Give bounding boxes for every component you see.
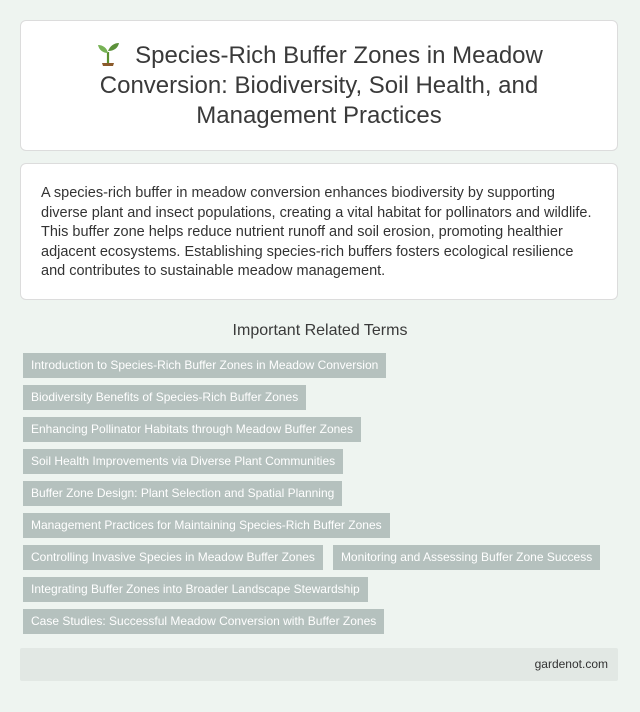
page-title: [61, 40, 577, 131]
footer: [20, 648, 618, 681]
tag-row: [23, 481, 623, 506]
related-terms-heading: Important Related Terms: [232, 322, 408, 339]
related-term-tag[interactable]: Buffer Zone Design: Plant Selection and Spatial Planning: [23, 481, 342, 506]
title-card: [20, 20, 618, 151]
tag-row: [23, 577, 623, 602]
footer-site-link[interactable]: gardenot.com: [534, 657, 608, 671]
intro-paragraph: A species-rich buffer in meadow conversion enhances biodiversity by supporting diverse plant and insect populations, creating a vital habitat for pollinators and wildlife. This buffer zone helps reduce nutrient runoff and soil erosion, promoting healthier adjacent ecosystems. Establishing species-rich buffers fosters ecological resilience and contributes to sustainable meadow management.: [41, 185, 592, 279]
related-term-tag[interactable]: Management Practices for Maintaining Species-Rich Buffer Zones: [23, 513, 390, 538]
tag-row: [23, 513, 623, 538]
related-term-tag[interactable]: Monitoring and Assessing Buffer Zone Success: [333, 545, 600, 570]
tag-row: [23, 385, 623, 410]
tag-row: [23, 353, 623, 378]
intro-card: [20, 163, 618, 300]
related-term-tag[interactable]: Integrating Buffer Zones into Broader Landscape Stewardship: [23, 577, 368, 602]
related-term-tag[interactable]: Soil Health Improvements via Diverse Plant Communities: [23, 449, 343, 474]
related-term-tag[interactable]: Case Studies: Successful Meadow Conversion with Buffer Zones: [23, 609, 384, 634]
related-term-tag[interactable]: Enhancing Pollinator Habitats through Meadow Buffer Zones: [23, 417, 361, 442]
tag-row: [23, 609, 623, 634]
related-terms-list: [23, 353, 623, 641]
tag-row: [23, 449, 623, 474]
tag-row: [23, 545, 623, 570]
page-title-text: Species-Rich Buffer Zones in Meadow Conversion: Biodiversity, Soil Health, and Management Practices: [99, 42, 543, 129]
sprout-icon: [95, 40, 121, 66]
related-term-tag[interactable]: Introduction to Species-Rich Buffer Zones in Meadow Conversion: [23, 353, 386, 378]
tag-row: [23, 417, 623, 442]
related-term-tag[interactable]: Controlling Invasive Species in Meadow Buffer Zones: [23, 545, 323, 570]
related-term-tag[interactable]: Biodiversity Benefits of Species-Rich Buffer Zones: [23, 385, 306, 410]
